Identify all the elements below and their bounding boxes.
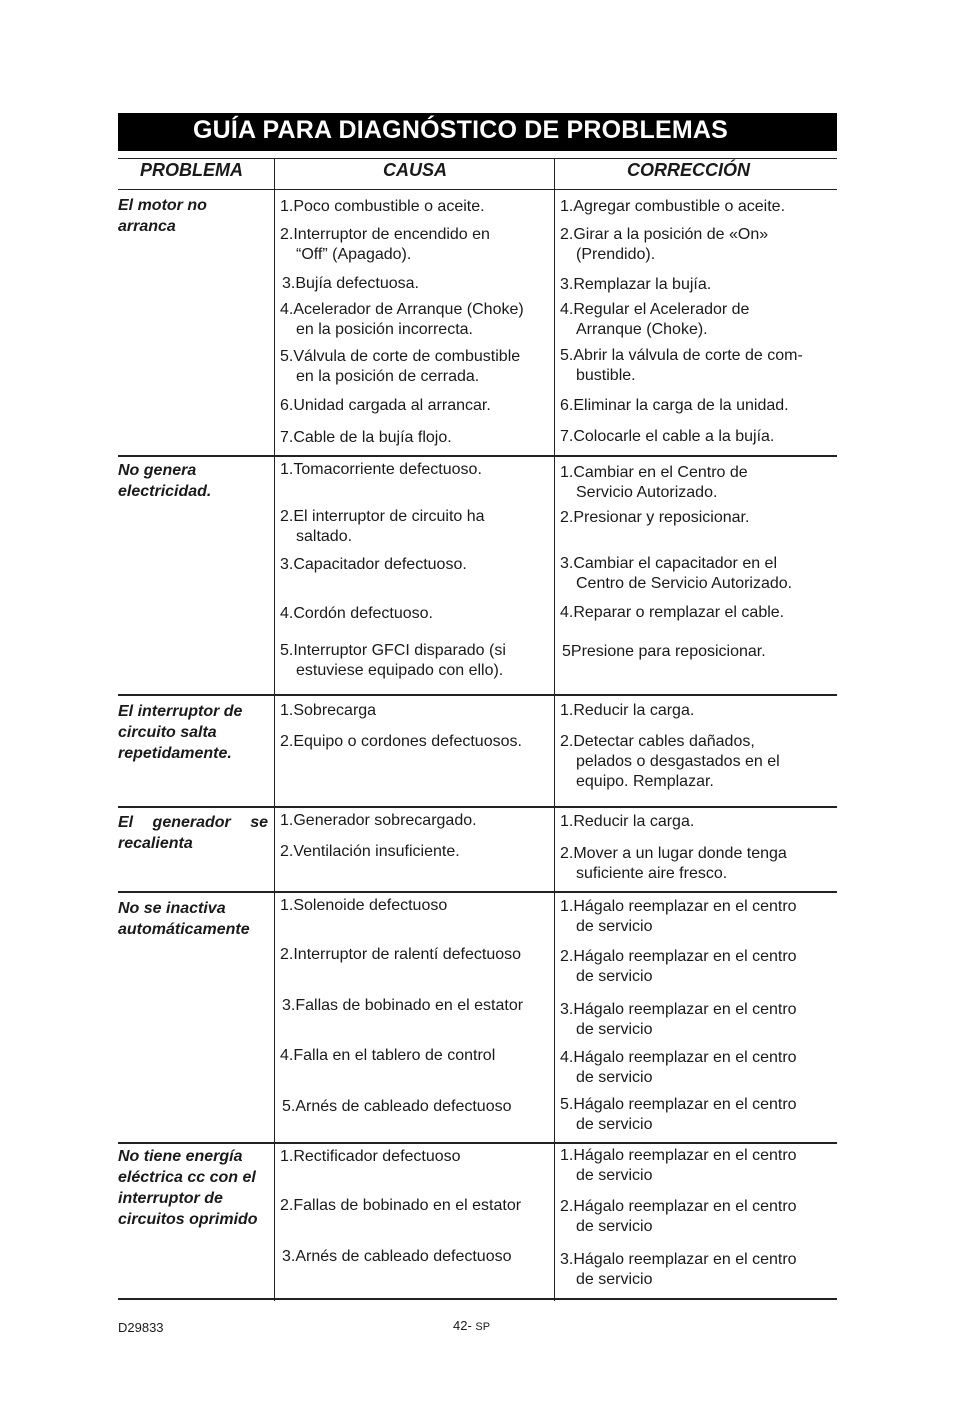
- correction-item: [560, 197, 785, 217]
- cause-item: [280, 896, 447, 916]
- item-number: 3.: [282, 1248, 296, 1265]
- item-text: Válvula de corte de combustible: [293, 348, 521, 365]
- item-text-cont: Servicio Autorizado.: [576, 484, 718, 501]
- item-number: 5.: [560, 1096, 574, 1113]
- title-bar: [118, 113, 837, 151]
- document-number: D29833: [118, 1320, 164, 1335]
- item-text-cont: de servicio: [576, 1218, 653, 1235]
- item-text: Equipo o cordones defectuosos.: [293, 733, 522, 750]
- cause-item: [280, 396, 491, 416]
- cause-item: [280, 604, 433, 624]
- item-text: Hágalo reemplazar en el centro: [573, 1096, 797, 1113]
- correction-item: [560, 1146, 797, 1186]
- item-number: 2.: [280, 843, 294, 860]
- item-text: Cambiar en el Centro de: [573, 464, 748, 481]
- correction-item: [560, 225, 768, 265]
- item-number: 5.: [280, 642, 294, 659]
- cause-item: [280, 811, 477, 831]
- item-number: 2.: [280, 226, 294, 243]
- item-text-cont: de servicio: [576, 1271, 653, 1288]
- item-number: 2.: [280, 946, 294, 963]
- item-number: 3.: [560, 276, 574, 293]
- cause-item: [280, 225, 490, 265]
- correction-item: [560, 427, 774, 447]
- item-number: 4.: [560, 604, 574, 621]
- item-text: Poco combustible o aceite.: [293, 198, 485, 215]
- item-text-cont: de servicio: [576, 968, 653, 985]
- cause-item: [282, 1247, 512, 1267]
- item-number: 5.: [280, 348, 294, 365]
- item-text-cont: estuviese equipado con ello).: [296, 662, 504, 679]
- item-text: Sobrecarga: [293, 702, 377, 719]
- item-number: 2.: [280, 508, 294, 525]
- cause-item: [280, 197, 485, 217]
- column-divider-cause: [274, 158, 275, 1301]
- cause-item: [280, 1046, 495, 1066]
- item-text-cont: saltado.: [296, 528, 353, 545]
- header-correction: CORRECCIÓN: [627, 160, 751, 180]
- item-number: 5.: [282, 1098, 296, 1115]
- correction-item: [562, 642, 766, 662]
- correction-item: [560, 554, 792, 594]
- problem-label: El generador se recalienta: [118, 814, 268, 852]
- item-text: Acelerador de Arranque (Choke): [293, 301, 524, 318]
- item-text: Unidad cargada al arrancar.: [293, 397, 491, 414]
- item-number: 1.: [560, 198, 574, 215]
- item-number: 3.: [560, 1001, 574, 1018]
- correction-item: [560, 812, 694, 832]
- header-cause: CAUSA: [383, 160, 448, 180]
- cause-item: [280, 701, 376, 721]
- header-problem: PROBLEMA: [140, 160, 243, 180]
- section-separator: [118, 806, 837, 808]
- item-text: Reparar o remplazar el cable.: [573, 604, 785, 621]
- item-number: 2.: [560, 733, 574, 750]
- item-text-cont: de servicio: [576, 918, 653, 935]
- problem-label: El interruptor de circuito salta repetidamente.: [118, 703, 243, 762]
- cause-item: [282, 996, 523, 1016]
- item-number: 1.: [560, 898, 574, 915]
- problem-label: No genera electricidad.: [118, 462, 212, 500]
- item-number: 4.: [280, 301, 294, 318]
- correction-item: [560, 897, 797, 937]
- item-text: Interruptor de encendido en: [293, 226, 490, 243]
- header-top-rule: [118, 158, 837, 159]
- item-number: 1.: [560, 813, 574, 830]
- cause-item: [280, 507, 485, 547]
- item-text: Ventilación insuficiente.: [293, 843, 460, 860]
- cause-item: [282, 274, 419, 294]
- item-number: 4.: [280, 1047, 294, 1064]
- item-number: 1.: [560, 702, 574, 719]
- item-number: 2.: [280, 1197, 294, 1214]
- correction-item: [560, 300, 749, 340]
- item-text-cont: de servicio: [576, 1069, 653, 1086]
- correction-item: [560, 1250, 797, 1290]
- correction-item: [560, 1000, 797, 1040]
- item-text: Arnés de cableado defectuoso: [295, 1098, 512, 1115]
- cause-item: [282, 1097, 512, 1117]
- cause-item: [280, 300, 524, 340]
- section-separator: [118, 455, 837, 457]
- column-divider-correction: [554, 158, 555, 1301]
- item-text: Cordón defectuoso.: [293, 605, 433, 622]
- item-text-cont: equipo. Remplazar.: [576, 773, 714, 790]
- item-text: Regular el Acelerador de: [573, 301, 750, 318]
- cause-item: [280, 347, 520, 387]
- item-text-cont: bustible.: [576, 367, 636, 384]
- item-text-cont: de servicio: [576, 1021, 653, 1038]
- section-separator: [118, 1142, 837, 1144]
- item-number: 5.: [560, 347, 574, 364]
- item-text-cont: en la posición de cerrada.: [296, 368, 480, 385]
- cause-item: [280, 428, 452, 448]
- item-text-cont: de servicio: [576, 1116, 653, 1133]
- cause-item: [280, 1196, 521, 1216]
- correction-item: [560, 947, 797, 987]
- item-text: Hágalo reemplazar en el centro: [573, 1049, 797, 1066]
- item-text: Colocarle el cable a la bujía.: [573, 428, 775, 445]
- cause-item: [280, 732, 522, 752]
- item-number: 3.: [560, 555, 574, 572]
- item-number: 2.: [560, 509, 574, 526]
- item-text-cont: Arranque (Choke).: [576, 321, 708, 338]
- correction-item: [560, 701, 694, 721]
- item-number: 2.: [280, 733, 294, 750]
- item-number: 4.: [560, 301, 574, 318]
- item-text: Interruptor GFCI disparado (si: [293, 642, 506, 659]
- item-number: 1.: [560, 464, 574, 481]
- item-text: Agregar combustible o aceite.: [573, 198, 786, 215]
- item-number: 2.: [560, 845, 574, 862]
- item-number: 3.: [560, 1251, 574, 1268]
- table-bottom-rule: [118, 1298, 837, 1300]
- item-text: Solenoide defectuoso: [293, 897, 448, 914]
- item-number: 7.: [560, 428, 574, 445]
- item-text: Rectificador defectuoso: [293, 1148, 461, 1165]
- item-number: 3.: [282, 275, 296, 292]
- item-number: 2.: [560, 948, 574, 965]
- item-text: Presionar y reposicionar.: [573, 509, 750, 526]
- item-number: 1.: [280, 461, 294, 478]
- item-text-cont: en la posición incorrecta.: [296, 321, 473, 338]
- item-number: 1.: [280, 812, 294, 829]
- cause-item: [280, 1147, 461, 1167]
- item-number: 1.: [280, 897, 294, 914]
- item-number: 3.: [280, 556, 294, 573]
- item-text: Fallas de bobinado en el estator: [293, 1197, 522, 1214]
- item-text: Bujía defectuosa.: [295, 275, 419, 292]
- item-number: 2.: [560, 1198, 574, 1215]
- item-number: 1.: [560, 1147, 574, 1164]
- correction-item: [560, 603, 784, 623]
- item-text: Cambiar el capacitador en el: [573, 555, 778, 572]
- page-number-suffix: SP: [475, 1321, 491, 1333]
- item-number: 4.: [560, 1049, 574, 1066]
- item-number: 1.: [280, 702, 294, 719]
- item-text: Cable de la bujía flojo.: [293, 429, 452, 446]
- item-number: 1.: [280, 198, 294, 215]
- problem-label: El motor no arranca: [118, 197, 207, 235]
- item-text: Hágalo reemplazar en el centro: [573, 1001, 797, 1018]
- correction-item: [560, 275, 711, 295]
- header-bottom-rule: [118, 189, 837, 190]
- item-text: Fallas de bobinado en el estator: [295, 997, 524, 1014]
- item-text: Detectar cables dañados,: [573, 733, 755, 750]
- correction-item: [560, 346, 803, 386]
- item-text: Remplazar la bujía.: [573, 276, 712, 293]
- item-text: Eliminar la carga de la unidad.: [573, 397, 789, 414]
- correction-item: [560, 1197, 797, 1237]
- item-text-cont: de servicio: [576, 1167, 653, 1184]
- item-text: Hágalo reemplazar en el centro: [573, 1251, 797, 1268]
- page-number-value: 42-: [453, 1318, 472, 1333]
- item-text-cont: suficiente aire fresco.: [576, 865, 728, 882]
- item-text-cont: (Prendido).: [576, 246, 656, 263]
- item-text-cont: Centro de Servicio Autorizado.: [576, 575, 793, 592]
- item-text: Girar a la posición de «On»: [573, 226, 769, 243]
- correction-item: [560, 1095, 797, 1135]
- item-text: El interruptor de circuito ha: [293, 508, 485, 525]
- item-number: 2.: [560, 226, 574, 243]
- section-separator: [118, 694, 837, 696]
- item-text: Hágalo reemplazar en el centro: [573, 1198, 797, 1215]
- item-number: 4.: [280, 605, 294, 622]
- item-text-cont: pelados o desgastados en el: [576, 753, 780, 770]
- item-text: Arnés de cableado defectuoso: [295, 1248, 512, 1265]
- correction-item: [560, 732, 780, 792]
- cause-item: [280, 555, 467, 575]
- cause-item: [280, 945, 521, 965]
- item-number: 6.: [280, 397, 294, 414]
- page-title: GUÍA PARA DIAGNÓSTICO DE PROBLEMAS: [193, 116, 729, 144]
- correction-item: [560, 844, 787, 884]
- item-text: Mover a un lugar donde tenga: [573, 845, 787, 862]
- item-text: Hágalo reemplazar en el centro: [573, 898, 797, 915]
- cause-item: [280, 460, 482, 480]
- correction-item: [560, 508, 749, 528]
- item-number: 5: [562, 643, 571, 660]
- item-text: Generador sobrecargado.: [293, 812, 477, 829]
- item-text: Falla en el tablero de control: [293, 1047, 496, 1064]
- page-number: [453, 1318, 490, 1333]
- item-number: 3.: [282, 997, 296, 1014]
- item-number: 6.: [560, 397, 574, 414]
- item-text: Capacitador defectuoso.: [293, 556, 467, 573]
- item-text: Interruptor de ralentí defectuoso: [293, 946, 522, 963]
- item-text: Hágalo reemplazar en el centro: [573, 948, 797, 965]
- item-text-cont: “Off” (Apagado).: [296, 246, 412, 263]
- problem-label: No se inactiva automáticamente: [118, 900, 250, 938]
- item-text: Hágalo reemplazar en el centro: [573, 1147, 797, 1164]
- item-text: Abrir la válvula de corte de com-: [573, 347, 803, 364]
- item-text: Reducir la carga.: [573, 702, 695, 719]
- cause-item: [280, 842, 460, 862]
- item-number: 1.: [280, 1148, 294, 1165]
- item-text: Presione para reposicionar.: [570, 643, 766, 660]
- item-number: 7.: [280, 429, 294, 446]
- item-text: Tomacorriente defectuoso.: [293, 461, 482, 478]
- correction-item: [560, 396, 789, 416]
- item-text: Reducir la carga.: [573, 813, 695, 830]
- correction-item: [560, 463, 748, 503]
- problem-label: No tiene energía eléctrica cc con el interruptor de circuitos oprimido: [118, 1148, 258, 1228]
- section-separator: [118, 891, 837, 893]
- cause-item: [280, 641, 506, 681]
- correction-item: [560, 1048, 797, 1088]
